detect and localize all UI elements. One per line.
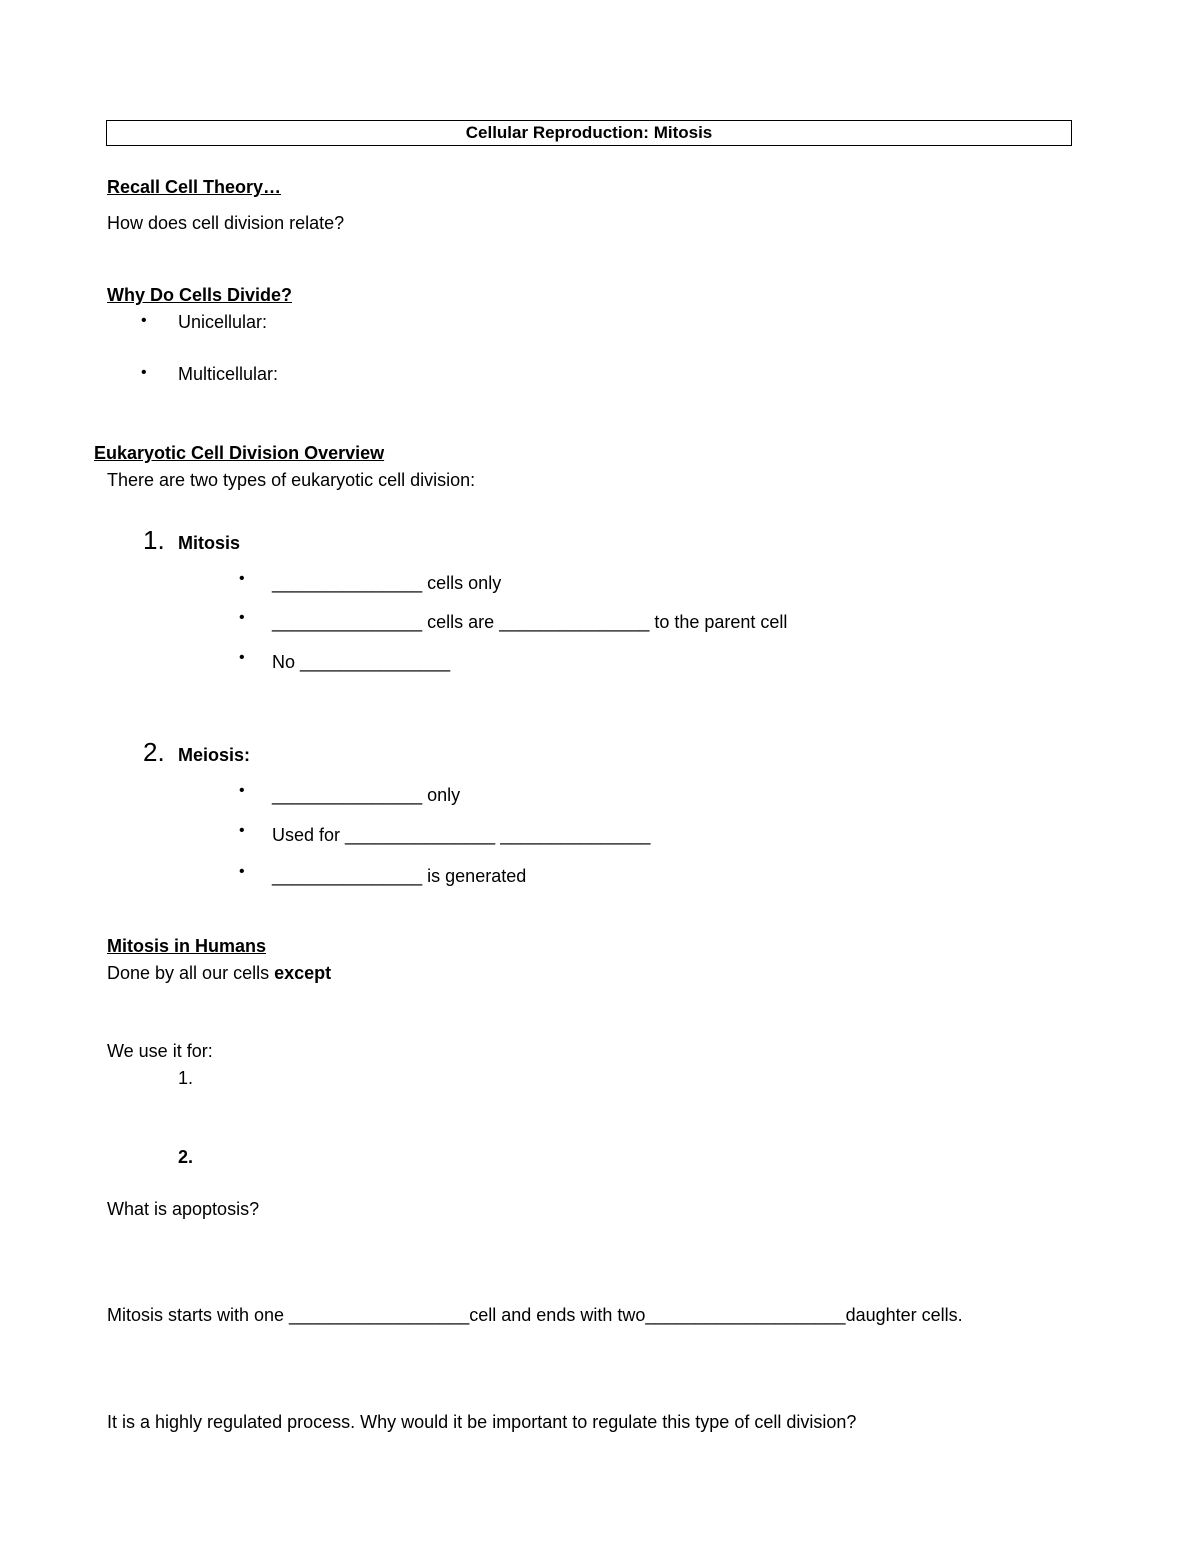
use-list-number: 1. xyxy=(178,1068,194,1088)
bullet-icon: • xyxy=(239,782,245,799)
list-number: 1. xyxy=(143,525,165,555)
page-title: Cellular Reproduction: Mitosis xyxy=(106,120,1072,146)
meiosis-item: _______________ is generated xyxy=(272,866,527,886)
meiosis-item: Used for _______________ _______________ xyxy=(272,825,651,845)
apoptosis-question: What is apoptosis? xyxy=(107,1199,260,1219)
eukaryotic-overview-heading: Eukaryotic Cell Division Overview xyxy=(94,443,385,463)
list-number: 2. xyxy=(143,737,165,767)
mitosis-starts-text: Mitosis starts with one __________________cell and ends with two____________________daughter cells. xyxy=(107,1305,963,1325)
meiosis-item: _______________ only xyxy=(272,785,461,805)
cell-division-question: How does cell division relate? xyxy=(107,213,345,233)
why-cells-divide-heading: Why Do Cells Divide? xyxy=(107,285,293,305)
bullet-icon: • xyxy=(141,364,147,381)
done-by-text xyxy=(107,962,331,984)
unicellular-item: Unicellular: xyxy=(178,312,268,332)
done-by-plain: Done by all our cells xyxy=(107,963,275,983)
bullet-icon: • xyxy=(239,570,245,587)
except-bold: except xyxy=(274,963,332,983)
bullet-icon: • xyxy=(239,863,245,880)
meiosis-label: Meiosis: xyxy=(178,745,251,765)
mitosis-item: _______________ cells are _______________ to the parent cell xyxy=(272,612,788,632)
multicellular-item: Multicellular: xyxy=(178,364,279,384)
mitosis-item: _______________ cells only xyxy=(272,573,502,593)
recall-cell-theory-heading: Recall Cell Theory… xyxy=(107,177,282,197)
use-list-number: 2. xyxy=(178,1147,194,1167)
bullet-icon: • xyxy=(141,312,147,329)
bullet-icon: • xyxy=(239,609,245,626)
mitosis-item: No _______________ xyxy=(272,652,451,672)
overview-intro: There are two types of eukaryotic cell division: xyxy=(107,470,476,490)
mitosis-humans-heading: Mitosis in Humans xyxy=(107,936,267,956)
regulated-question: It is a highly regulated process. Why would it be important to regulate this type of cell division? xyxy=(107,1412,857,1432)
bullet-icon: • xyxy=(239,822,245,839)
use-for-text: We use it for: xyxy=(107,1041,213,1061)
mitosis-label: Mitosis xyxy=(178,533,241,553)
bullet-icon: • xyxy=(239,649,245,666)
